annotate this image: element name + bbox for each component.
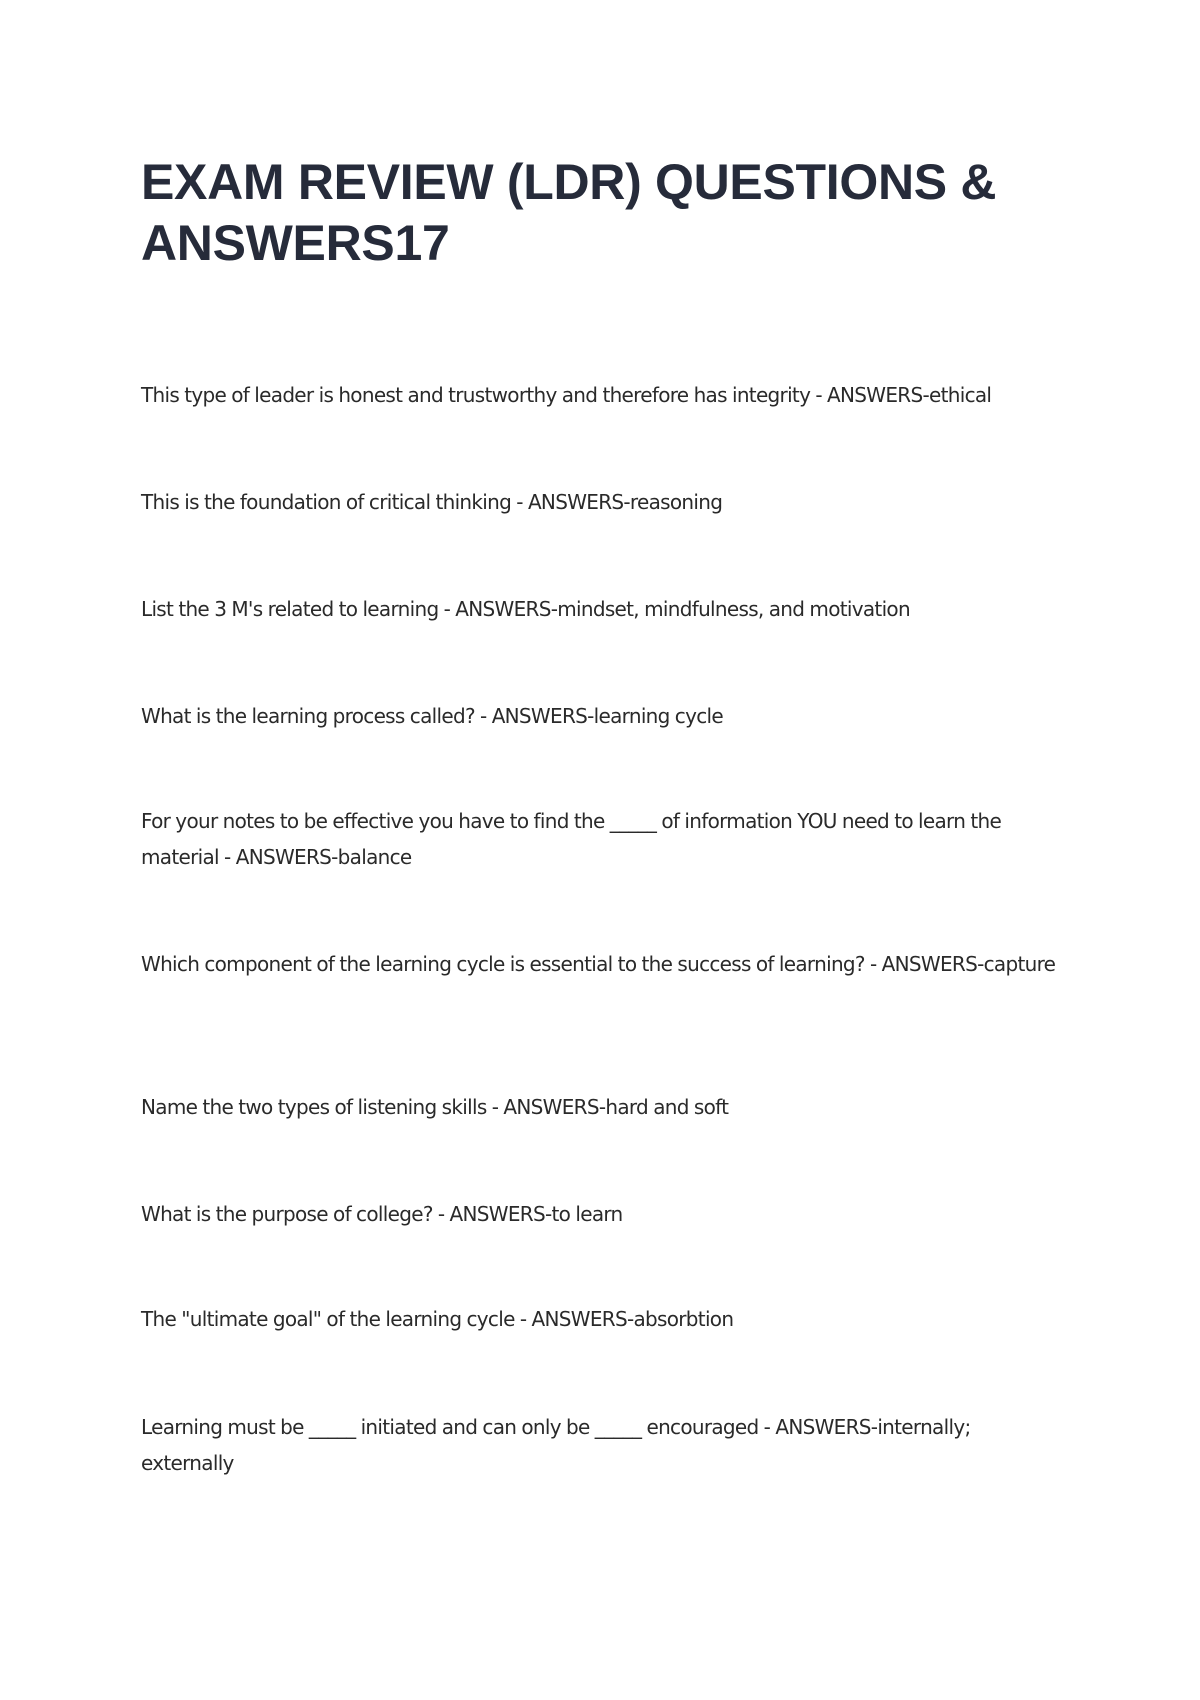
qa-item: Learning must be _____ initiated and can only be _____ encouraged - ANSWERS-internally; externally [141, 1415, 971, 1475]
qa-item: List the 3 M's related to learning - ANSWERS-mindset, mindfulness, and motivation [141, 597, 910, 621]
qa-item: For your notes to be effective you have to find the _____ of information YOU need to learn the material - ANSWERS-balance [141, 809, 1002, 869]
qa-item: What is the purpose of college? - ANSWERS-to learn [141, 1202, 623, 1226]
qa-item: This is the foundation of critical thinking - ANSWERS-reasoning [141, 490, 723, 514]
qa-item: What is the learning process called? - ANSWERS-learning cycle [141, 704, 723, 728]
page-title: EXAM REVIEW (LDR) QUESTIONS & ANSWERS17 [141, 154, 997, 271]
qa-item: Name the two types of listening skills - ANSWERS-hard and soft [141, 1095, 729, 1119]
qa-item: The "ultimate goal" of the learning cycle - ANSWERS-absorbtion [141, 1307, 734, 1331]
qa-item: This type of leader is honest and trustworthy and therefore has integrity - ANSWERS-ethical [141, 383, 992, 407]
qa-item: Which component of the learning cycle is essential to the success of learning? - ANSWERS-capture [141, 952, 1056, 976]
